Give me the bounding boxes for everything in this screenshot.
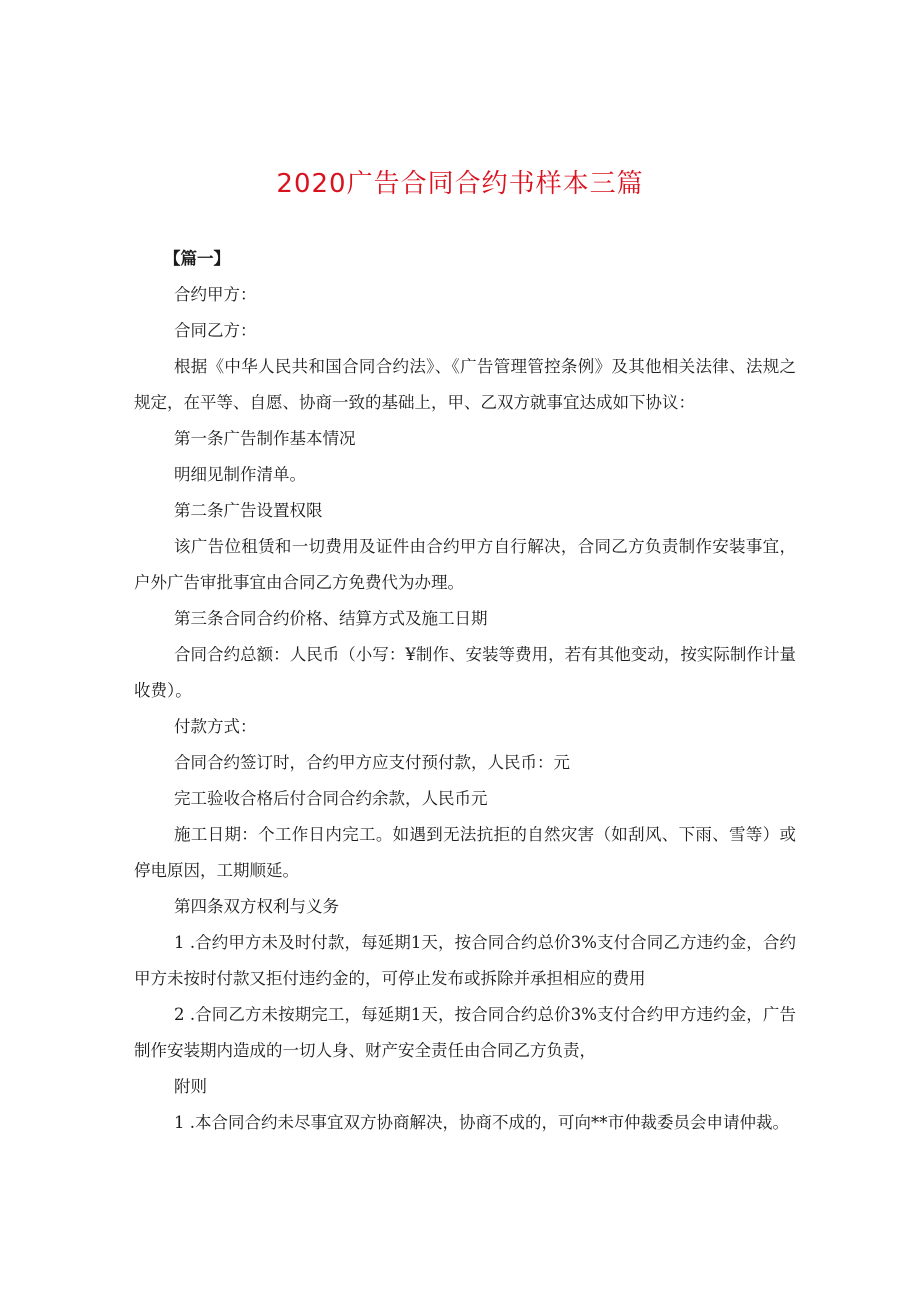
- prepayment-paragraph: 合同合约签订时，合约甲方应支付预付款，人民币：元: [174, 753, 570, 772]
- document-title: 2020广告合同合约书样本三篇: [276, 169, 644, 199]
- article-4-heading: 第四条双方权利与义务: [174, 897, 339, 916]
- payment-method-label: 付款方式：: [174, 717, 257, 736]
- supplementary-1-paragraph: 1 .本合同合约未尽事宜双方协商解决，协商不成的，可向**市仲裁委员会申请仲裁。: [174, 1113, 789, 1132]
- contract-total-paragraph: 合同合约总额：人民币（小写：¥制作、安装等费用，若有其他变动，按实际制作计量收费）。: [134, 645, 796, 700]
- article-2-heading: 第二条广告设置权限: [174, 501, 323, 520]
- party-a-line: 合约甲方：: [174, 285, 257, 304]
- obligation-2-paragraph: 2 .合同乙方未按期完工，每延期1天，按合同合约总价3%支付合约甲方违约金，广告制作安装期内造成的一切人身、财产安全责任由合同乙方负责，: [134, 1005, 796, 1060]
- document-body: [134, 241, 796, 1141]
- article-3-heading: 第三条合同合约价格、结算方式及施工日期: [174, 609, 488, 628]
- preamble-paragraph: 根据《中华人民共和国合同合约法》、《广告管理管控条例》及其他相关法律、法规之规定，在平等、自愿、协商一致的基础上，甲、乙双方就事宜达成如下协议：: [134, 357, 796, 412]
- obligation-1-paragraph: 1 .合约甲方未及时付款，每延期1天，按合同合约总价3%支付合同乙方违约金，合约甲方未按时付款又拒付违约金的，可停止发布或拆除并承担相应的费用: [134, 933, 796, 988]
- final-payment-paragraph: 完工验收合格后付合同合约余款，人民币元: [174, 789, 488, 808]
- supplementary-heading: 附则: [174, 1077, 207, 1096]
- construction-date-paragraph: 施工日期：个工作日内完工。如遇到无法抗拒的自然灾害（如刮风、下雨、雪等）或停电原因，工期顺延。: [134, 825, 796, 880]
- article-1-text: 明细见制作清单。: [174, 465, 306, 484]
- party-b-line: 合同乙方：: [174, 321, 257, 340]
- article-1-heading: 第一条广告制作基本情况: [174, 429, 356, 448]
- article-2-text: 该广告位租赁和一切费用及证件由合约甲方自行解决，合同乙方负责制作安装事宜，户外广告审批事宜由合同乙方免费代为办理。: [134, 537, 796, 592]
- section-heading: 【篇一】: [164, 249, 230, 268]
